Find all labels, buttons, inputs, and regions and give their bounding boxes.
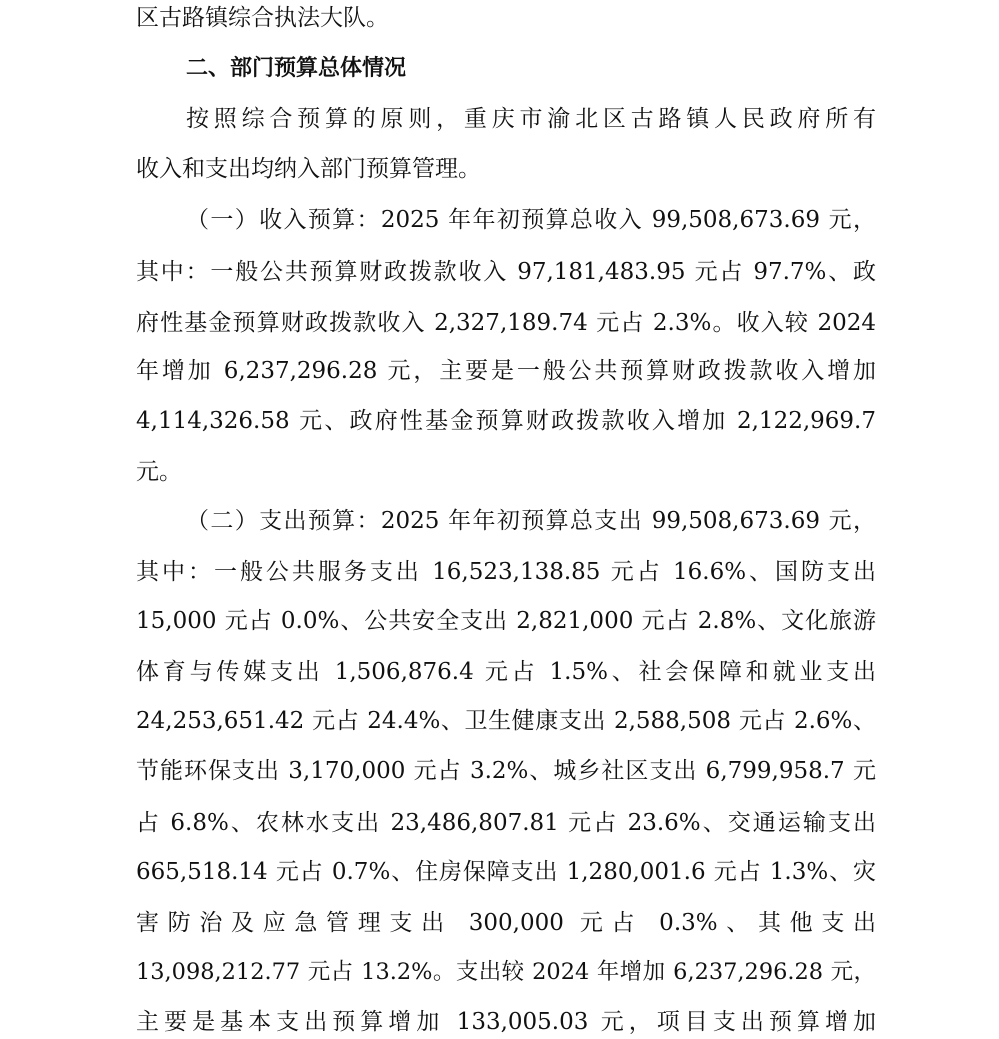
expense-paragraph-line: 节能环保支出 3,170,000 元占 3.2%、城乡社区支出 6,799,958.7 元 bbox=[136, 758, 876, 784]
expense-paragraph-line: （二）支出预算：2025 年年初预算总支出 99,508,673.69 元， bbox=[186, 508, 876, 534]
income-paragraph-line: 府性基金预算财政拨款收入 2,327,189.74 元占 2.3%。收入较 2024 bbox=[136, 310, 876, 336]
income-paragraph-line: （一）收入预算：2025 年年初预算总收入 99,508,673.69 元， bbox=[186, 207, 876, 233]
intro-paragraph-line: 收入和支出均纳入部门预算管理。 bbox=[136, 156, 481, 182]
expense-paragraph-line: 其中：一般公共服务支出 16,523,138.85 元占 16.6%、国防支出 bbox=[136, 559, 876, 585]
expense-paragraph-line: 体育与传媒支出 1,506,876.4 元占 1.5%、社会保障和就业支出 bbox=[136, 659, 876, 685]
expense-paragraph-line: 24,253,651.42 元占 24.4%、卫生健康支出 2,588,508 元占 2.6%、 bbox=[136, 708, 876, 734]
income-paragraph-line: 其中：一般公共预算财政拨款收入 97,181,483.95 元占 97.7%、政 bbox=[136, 259, 876, 285]
income-paragraph-line: 4,114,326.58 元、政府性基金预算财政拨款收入增加 2,122,969.7 bbox=[136, 408, 876, 434]
section-heading: 二、部门预算总体情况 bbox=[186, 56, 407, 81]
expense-paragraph-line: 害防治及应急管理支出 300,000 元占 0.3%、其他支出 bbox=[136, 910, 876, 936]
expense-paragraph-line: 占 6.8%、农林水支出 23,486,807.81 元占 23.6%、交通运输支出 bbox=[136, 810, 876, 836]
expense-paragraph-line: 13,098,212.77 元占 13.2%。支出较 2024 年增加 6,237,296.28 元， bbox=[136, 959, 876, 985]
expense-paragraph-line: 15,000 元占 0.0%、公共安全支出 2,821,000 元占 2.8%、文化旅游 bbox=[136, 608, 876, 634]
income-paragraph-line: 元。 bbox=[136, 459, 182, 485]
income-paragraph-line: 年增加 6,237,296.28 元，主要是一般公共预算财政拨款收入增加 bbox=[136, 358, 876, 384]
intro-paragraph-line: 按照综合预算的原则，重庆市渝北区古路镇人民政府所有 bbox=[186, 106, 876, 132]
expense-paragraph-line: 665,518.14 元占 0.7%、住房保障支出 1,280,001.6 元占 1.3%、灾 bbox=[136, 859, 876, 885]
intro-tail-line: 区古路镇综合执法大队。 bbox=[136, 5, 389, 31]
expense-paragraph-line: 主要是基本支出预算增加 133,005.03 元，项目支出预算增加 bbox=[136, 1009, 876, 1035]
